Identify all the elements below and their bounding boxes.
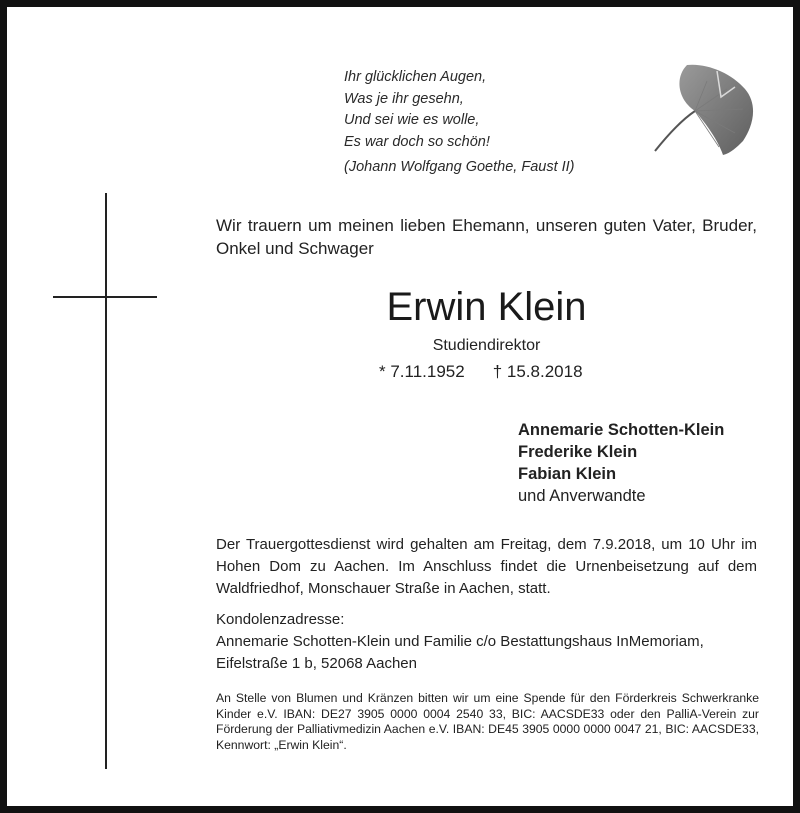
quote-line: Es war doch so schön! xyxy=(344,133,490,150)
cross-vertical-bar xyxy=(105,193,107,769)
quote-source: (Johann Wolfgang Goethe, Faust II) xyxy=(344,159,575,175)
deceased-title: Studiendirektor xyxy=(432,337,541,354)
goethe-quote xyxy=(344,67,490,153)
condolence-line: Annemarie Schotten-Klein und Familie c/o Bestattungshaus InMemoriam, xyxy=(216,633,704,650)
condolence-label: Kondolenzadresse: xyxy=(216,611,345,628)
intro-text: Wir trauern um meinen lieben Ehemann, unseren guten Vater, Bruder, Onkel und Schwager xyxy=(216,216,757,258)
quote-line: Und sei wie es wolle, xyxy=(344,112,480,128)
mourner-name: Fabian Klein xyxy=(518,465,617,483)
cross-horizontal-bar xyxy=(53,296,157,298)
death-date: † 15.8.2018 xyxy=(492,362,583,381)
funeral-service-text: Der Trauergottesdienst wird gehalten am Freitag, dem 7.9.2018, um 10 Uhr im Hohen Dom zu Aachen. Im Anschluss findet die Urnenbeisetzung auf dem Waldfriedhof, Monschauer Straße in Aachen, statt. xyxy=(216,536,757,597)
mourner-name: Frederike Klein xyxy=(518,443,638,461)
donation-request: An Stelle von Blumen und Kränzen bitten wir um eine Spende für den Förderkreis Schwerkranke Kinder e.V. IBAN: DE27 3905 0000 0004 2540 33, BIC: AACSDE33 oder den PalliA-Verein zur Förderung der Palliativmedizin Aachen e.V. IBAN: DE45 3905 0000 0000 0047 21, BIC: AACSDE33, Kennwort: „Erwin Klein“. xyxy=(216,691,759,752)
quote-line: Ihr glücklichen Augen, xyxy=(344,69,487,85)
condolence-line: Eifelstraße 1 b, 52068 Aachen xyxy=(216,655,417,672)
birth-date: * 7.11.1952 xyxy=(379,362,465,381)
other-relatives: und Anverwandte xyxy=(518,487,646,505)
mourner-name: Annemarie Schotten-Klein xyxy=(518,421,725,439)
condolence-address xyxy=(216,609,761,675)
ginkgo-leaf-icon xyxy=(647,59,759,159)
deceased-name: Erwin Klein xyxy=(386,285,587,329)
quote-line: Was je ihr gesehn, xyxy=(344,90,464,107)
mourners-list xyxy=(518,419,724,507)
life-dates xyxy=(379,361,583,383)
